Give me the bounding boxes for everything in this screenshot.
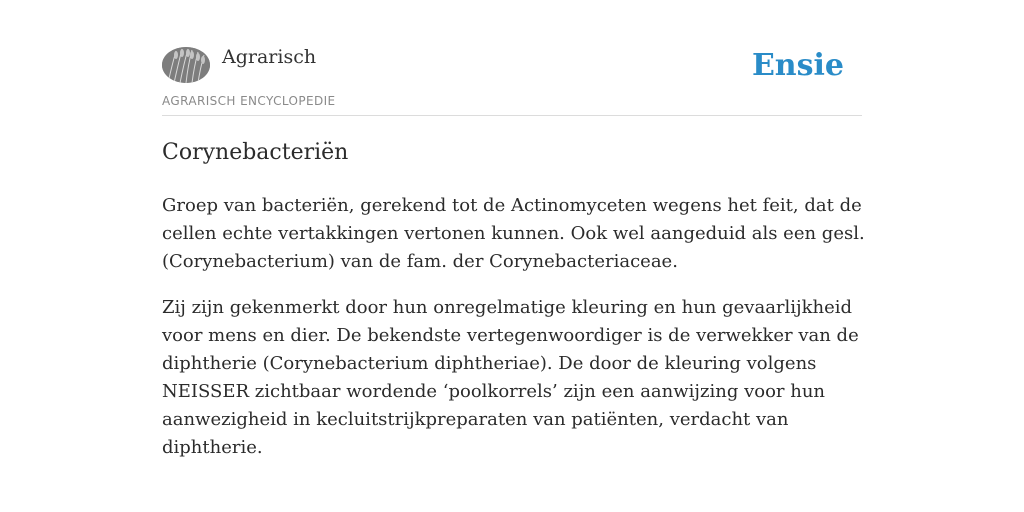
page-header — [162, 44, 862, 116]
article-paragraph: Zij zijn gekenmerkt door hun onregelmatige kleuring en hun gevaarlijkheid voor mens en dier. De bekendste vertegenwoordiger is de verwekker van de diphtherie (Corynebacterium diphtheriae). De door de kleuring volgens NEISSER zichtbaar wordende ‘poolkorrels’ zijn een aanwijzing voor hun aanwezigheid in kecluitstrijkpreparaten van patiënten, verdacht van diphtherie. — [162, 297, 859, 458]
article-paragraph: Groep van bacteriën, gerekend tot de Actinomyceten wegens het feit, dat de cellen echte vertakkingen vertonen kunnen. Ook wel aangeduid als een gesl. (Corynebacterium) van de fam. der Corynebacteriaceae. — [162, 195, 865, 272]
article-title: Corynebacteriën — [162, 140, 349, 165]
source-name-link[interactable]: Agrarisch — [222, 46, 317, 68]
wheat-icon[interactable] — [162, 47, 210, 83]
source-subtitle: AGRARISCH ENCYCLOPEDIE — [162, 94, 336, 108]
brand-logo[interactable]: Ensie — [751, 48, 844, 83]
article-body — [162, 192, 874, 480]
